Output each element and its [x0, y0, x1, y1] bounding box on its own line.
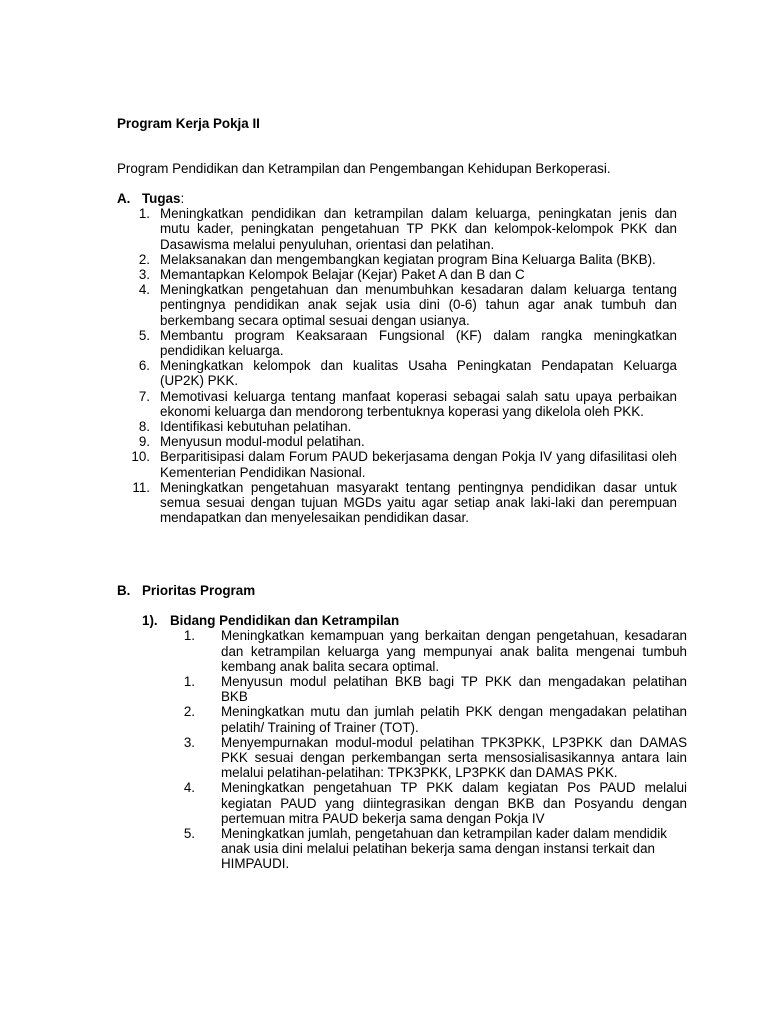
list-item — [117, 267, 677, 282]
list-item-text-line: Berparitisipasi dalam Forum PAUD bekerjasama dengan Pokja IV yang difasilitasi oleh Kementerian Pendidikan Nasional. — [160, 449, 677, 480]
document-subtitle: Program Pendidikan dan Ketrampilan dan Pengembangan Kehidupan Berkoperasi. — [117, 161, 611, 176]
list-item-text-line: Melaksanakan dan mengembangkan kegiatan program Bina Keluarga Balita (BKB). — [160, 251, 656, 267]
list-item — [142, 735, 687, 781]
list-item — [117, 434, 677, 449]
section-letter: B. — [117, 583, 131, 598]
list-item-text — [160, 434, 677, 449]
tugas-list — [117, 206, 677, 525]
list-item-number: 1. — [183, 673, 195, 689]
list-item-number: 3. — [183, 734, 195, 750]
list-item-text — [221, 674, 687, 704]
list-item-text — [221, 826, 687, 872]
section-tugas — [117, 191, 677, 525]
list-item-number: 5. — [183, 826, 195, 842]
list-item-text — [221, 704, 687, 734]
list-item-text-continuation: anak usia dini melalui pelatihan bekerja sama dengan instansi terkait dan HIMPAUDI. — [221, 841, 655, 872]
section-title: Prioritas Program — [142, 583, 256, 598]
list-item-number: 6. — [138, 358, 150, 374]
list-item-number: 2. — [138, 251, 150, 267]
list-item — [117, 358, 677, 388]
list-item — [117, 206, 677, 252]
list-item — [117, 252, 677, 267]
section-title-colon: : — [180, 191, 185, 206]
list-item-number: 9. — [138, 434, 150, 450]
list-item — [142, 826, 687, 872]
list-item-text-line: Menyusun modul pelatihan BKB bagi TP PKK dan mengadakan pelatihan BKB — [221, 673, 687, 705]
list-item-text — [160, 358, 677, 388]
list-item-number: 3. — [138, 267, 150, 282]
list-item-number: 1. — [138, 206, 150, 222]
list-item-text-line: Meningkatkan pendidikan dan ketrampilan dalam keluarga, peningkatan jenis dan mutu kader, peningkatan pengetahuan TP PKK dan kelompok-kelompok PKK dan Dasawisma melalui penyuluhan, orientasi dan pelatihan. — [160, 206, 677, 252]
subsection-title: Bidang Pendidikan dan Ketrampilan — [170, 613, 400, 629]
list-item — [117, 328, 677, 358]
list-item-text-line: Membantu program Keaksaraan Fungsional (KF) dalam rangka meningkatkan pendidikan keluarga. — [160, 327, 677, 359]
list-item-text-line: Meningkatkan pengetahuan dan menumbuhkan kesadaran dalam keluarga tentang pentingnya pendidikan anak sejak usia dini (0-6) tahun agar anak tumbuh dan berkembang secara optimal sesuai dengan usianya. — [160, 282, 677, 328]
list-item-number: 8. — [138, 419, 150, 435]
section-title: Tugas — [142, 191, 181, 206]
list-item-number: 4. — [183, 780, 195, 796]
list-item — [142, 704, 687, 734]
section-prioritas — [117, 583, 687, 872]
list-item-text — [160, 252, 677, 267]
list-item — [117, 480, 677, 526]
list-item-text — [160, 267, 677, 282]
list-item-number: 5. — [138, 327, 150, 343]
list-item — [117, 389, 677, 419]
section-letter: A. — [117, 191, 131, 206]
document-title: Program Kerja Pokja II — [117, 116, 260, 131]
list-item-text — [221, 628, 687, 674]
list-item-text-line: Meningkatkan jumlah, pengetahuan dan ketrampilan kader dalam mendidik — [221, 826, 667, 842]
list-item-text — [160, 389, 677, 419]
subsection-heading — [142, 613, 687, 628]
subsection-number: 1). — [142, 613, 158, 629]
list-item-text-line: Meningkatkan mutu dan jumlah pelatih PKK dengan mengadakan pelatihan pelatih/ Training of Trainer (TOT). — [221, 704, 687, 735]
list-item-text — [160, 282, 677, 328]
list-item-number: 1. — [183, 628, 195, 644]
list-item-text-line: Meningkatkan pengetahuan masyarakt tentang pentingnya pendidikan dasar untuk semua sesuai dengan tujuan MGDs yaitu agar setiap anak laki-laki dan perempuan mendapatkan dan menyelesaikan pendidikan dasar. — [160, 479, 677, 526]
prioritas-list — [117, 628, 687, 871]
list-item-number: 7. — [138, 388, 150, 404]
list-item — [117, 419, 677, 434]
list-item-number: 2. — [183, 704, 195, 720]
list-item — [117, 449, 677, 479]
list-item-number: 11. — [132, 479, 150, 495]
list-item-text-line: Memotivasi keluarga tentang manfaat koperasi sebagai salah satu upaya perbaikan ekonomi keluarga dan mendorong terbentuknya koperasi yang dikelola oleh PKK. — [160, 388, 677, 419]
list-item-number: 4. — [138, 282, 150, 298]
list-item-text-line: Meningkatkan pengetahuan TP PKK dalam kegiatan Pos PAUD melalui kegiatan PAUD yang diintegrasikan dengan BKB dan Posyandu dengan pertemuan mitra PAUD bekerja sama dengan Pokja IV — [221, 780, 687, 826]
list-item-number: 10. — [131, 449, 150, 465]
list-item-text — [160, 480, 677, 526]
list-item — [117, 282, 677, 328]
list-item — [142, 780, 687, 826]
list-item-text-line: Memantapkan Kelompok Belajar (Kejar) Paket A dan B dan C — [160, 267, 525, 282]
list-item-text — [221, 735, 687, 781]
list-item — [142, 674, 687, 704]
list-item-text — [160, 328, 677, 358]
list-item-text-line: Menyempurnakan modul-modul pelatihan TPK3PKK, LP3PKK dan DAMAS PKK sesuai dengan perkembangan serta mensosialisasikannya antara lain melalui pelatihan-pelatihan: TPK3PKK, LP3PKK dan DAMAS PKK. — [221, 734, 687, 781]
list-item-text-line: Identifikasi kebutuhan pelatihan. — [160, 419, 352, 435]
list-item-text — [160, 206, 677, 252]
list-item-text-line: Meningkatkan kemampuan yang berkaitan dengan pengetahuan, kesadaran dan ketrampilan keluarga yang mempunyai anak balita mengenai tumbuh kembang anak balita secara optimal. — [221, 628, 687, 674]
list-item — [142, 628, 687, 674]
list-item-text — [160, 419, 677, 434]
list-item-text-line: Meningkatkan kelompok dan kualitas Usaha Peningkatan Pendapatan Keluarga (UP2K) PKK. — [160, 358, 677, 389]
list-item-text-line: Menyusun modul-modul pelatihan. — [160, 434, 365, 450]
section-heading — [117, 583, 687, 598]
list-item-text — [221, 780, 687, 826]
section-heading — [117, 191, 677, 206]
list-item-text — [160, 449, 677, 479]
